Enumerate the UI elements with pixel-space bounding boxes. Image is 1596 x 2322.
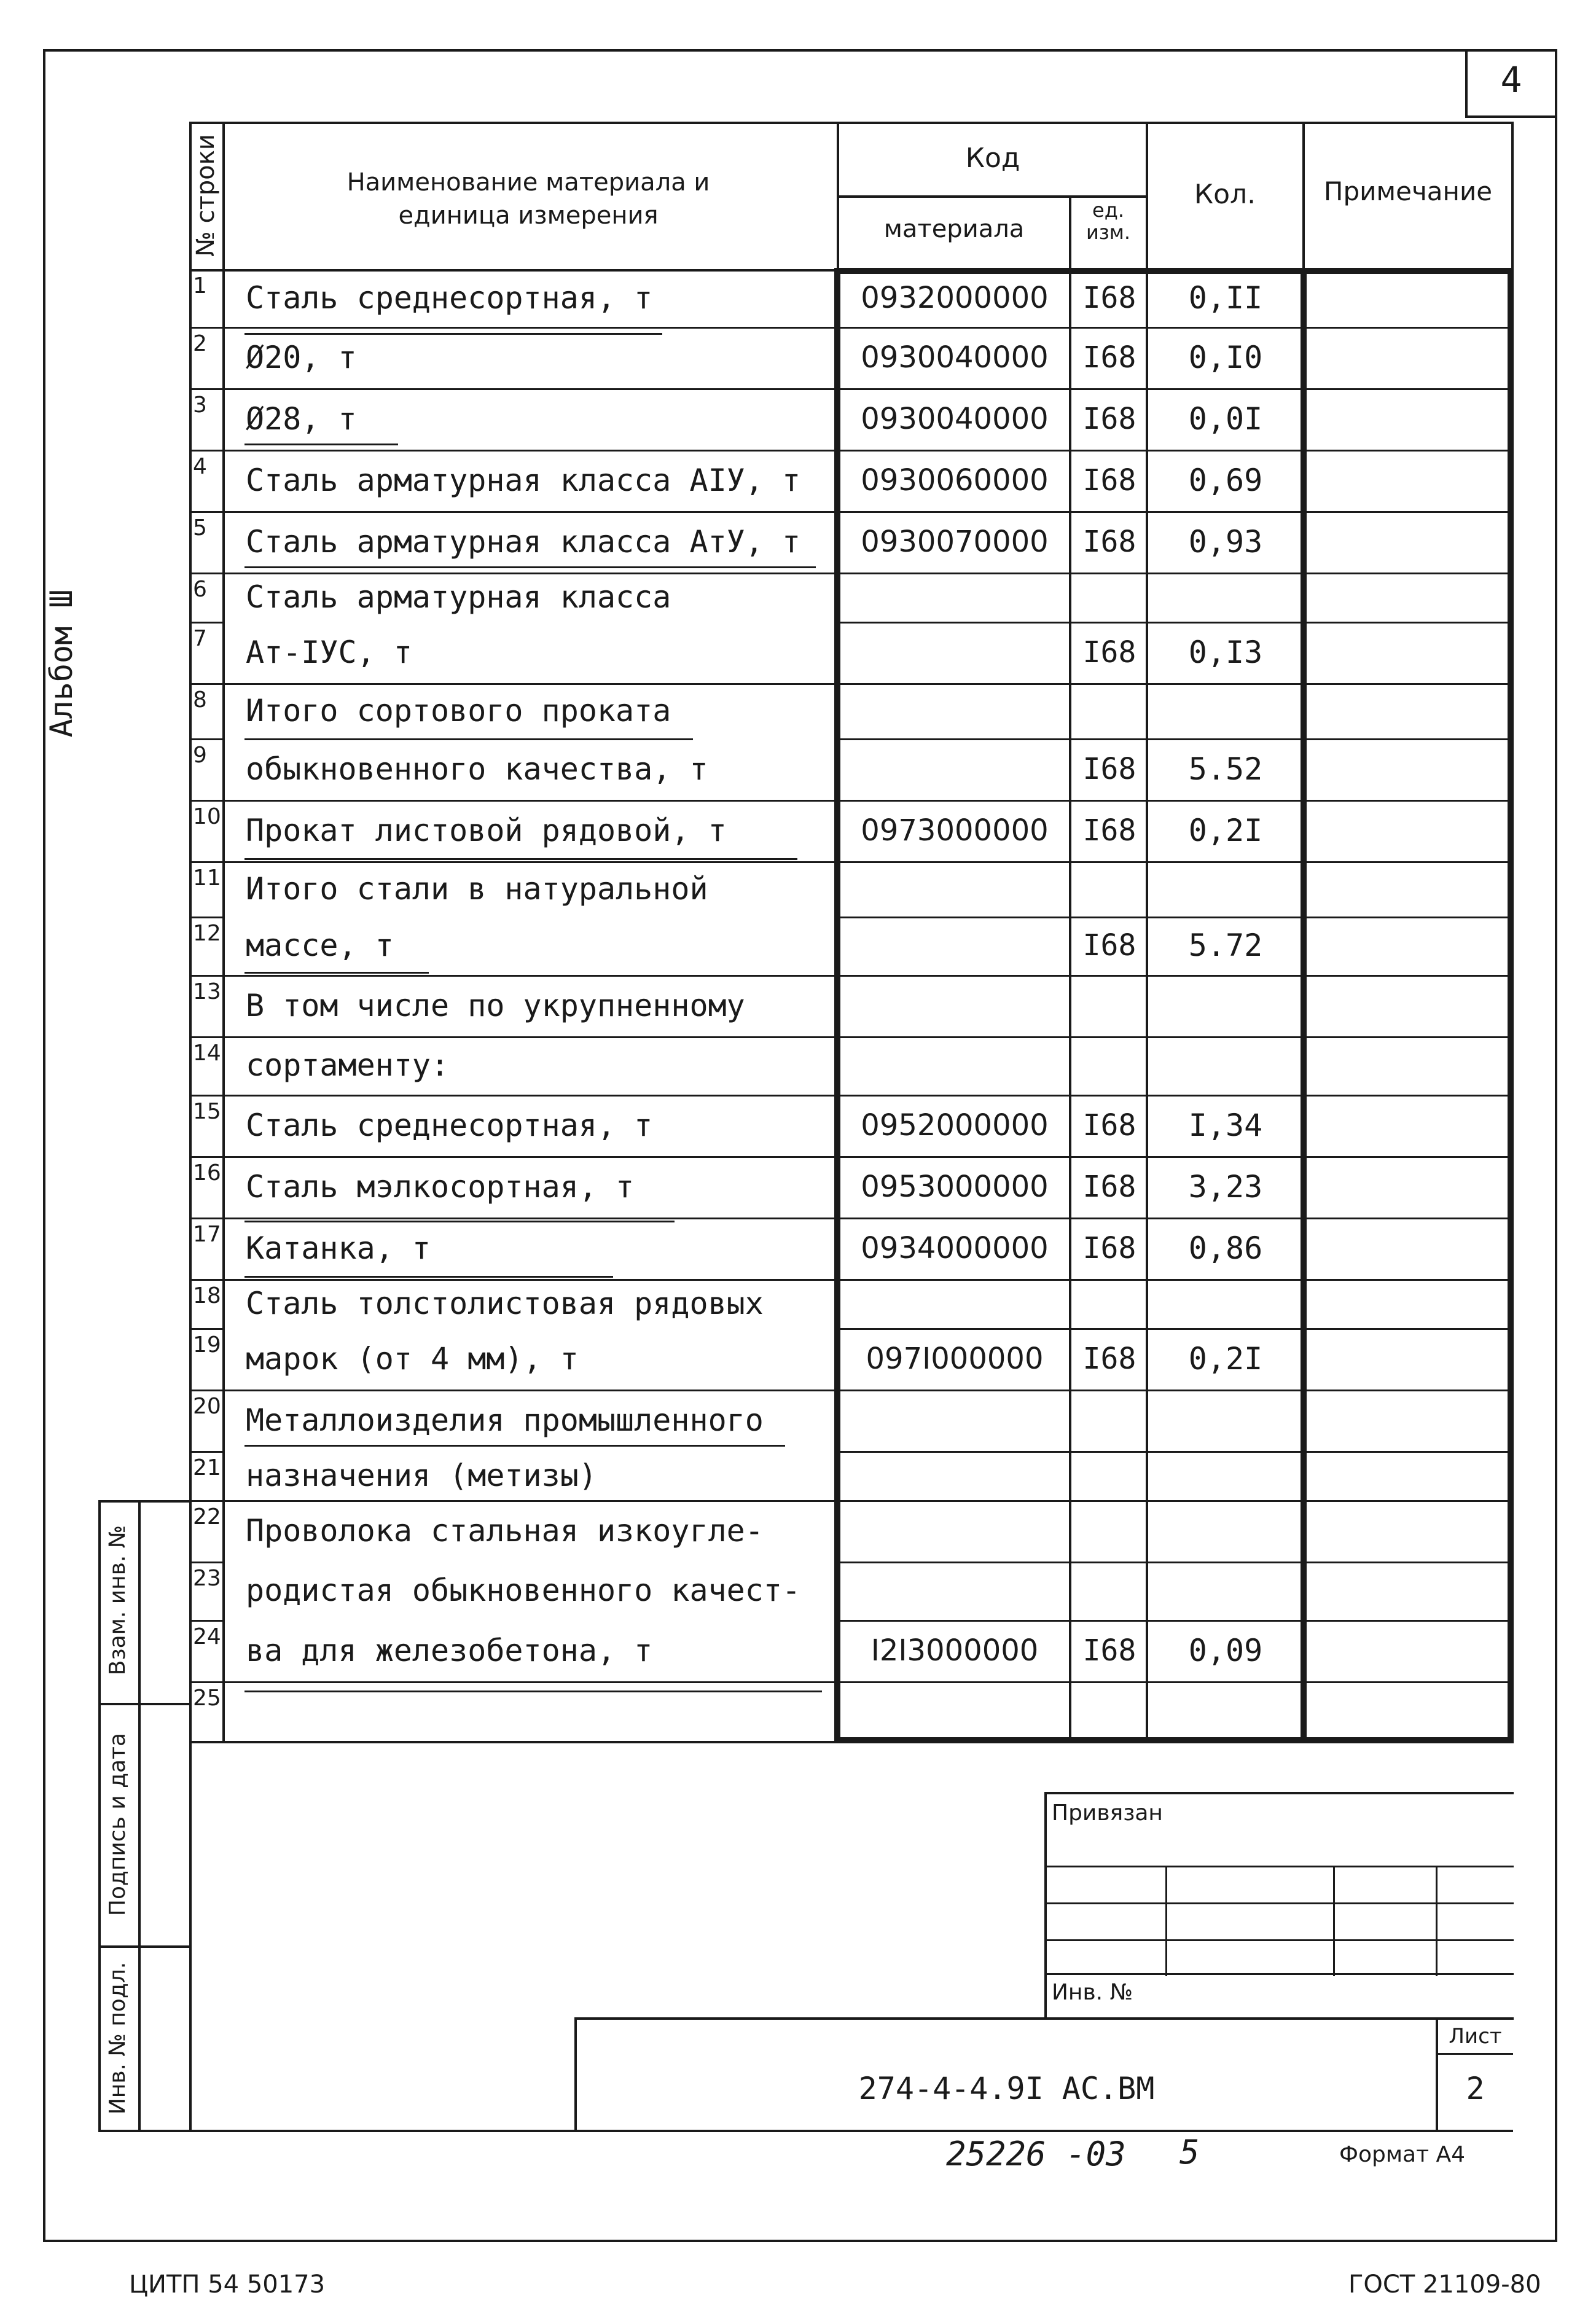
- quantity: [1152, 1390, 1299, 1451]
- material-code: 0930040000: [861, 402, 1049, 436]
- quantity: [1152, 573, 1299, 622]
- quantity: 0,93: [1188, 524, 1263, 560]
- note: [1307, 1328, 1504, 1390]
- row-number: 6: [193, 577, 207, 602]
- row-number: 25: [193, 1686, 221, 1711]
- unit-code: I68: [1082, 281, 1136, 315]
- quantity: 0,2I: [1188, 1341, 1263, 1377]
- note: [1307, 573, 1504, 622]
- material-name: Ø28, т: [246, 401, 357, 437]
- quantity: 0,86: [1188, 1230, 1263, 1266]
- format-label: Формат А4: [1339, 2142, 1466, 2167]
- footer-left: ЦИТП 54 50173: [129, 2270, 326, 2299]
- row-number: 12: [193, 921, 221, 946]
- note: [1307, 1095, 1504, 1156]
- note: [1307, 1156, 1504, 1218]
- material-code: [842, 1451, 1068, 1500]
- handwritten-number: 25226 -03: [946, 2135, 1126, 2173]
- material-code: 0953000000: [861, 1170, 1049, 1204]
- header-row-number: № строки: [192, 134, 220, 257]
- quantity: 5.52: [1188, 751, 1263, 787]
- row-number: 19: [193, 1332, 221, 1358]
- unit-code: [1075, 1036, 1144, 1095]
- note: [1307, 1036, 1504, 1095]
- material-name: Итого стали в натуральной: [246, 871, 708, 907]
- note: [1307, 1218, 1504, 1279]
- row-number: 23: [193, 1566, 221, 1591]
- unit-code: I68: [1082, 463, 1136, 498]
- material-name: Металлоизделия промышленного: [246, 1402, 764, 1438]
- row-number: 13: [193, 979, 221, 1004]
- unit-code: I68: [1082, 1342, 1136, 1376]
- document-code: 274-4-4.9I АС.ВМ: [858, 2071, 1155, 2106]
- row-number: 3: [193, 393, 207, 418]
- material-name: Сталь среднесортная, т: [246, 1108, 653, 1143]
- unit-code: [1075, 861, 1144, 917]
- note: [1307, 622, 1504, 683]
- corner-box-divider: [1465, 49, 1468, 117]
- note: [1307, 388, 1504, 450]
- material-code: 0934000000: [861, 1231, 1049, 1265]
- unit-code: I68: [1082, 1633, 1136, 1668]
- side-stamp-vzam: Взам. инв. №: [105, 1525, 130, 1676]
- material-name: Сталь среднесортная, т: [246, 280, 653, 316]
- row-number: 20: [193, 1394, 221, 1419]
- unit-code: I68: [1082, 752, 1136, 786]
- material-name: Сталь толстолистовая рядовых: [246, 1286, 764, 1321]
- unit-code: [1075, 573, 1144, 622]
- unit-code: I68: [1082, 1231, 1136, 1265]
- quantity: [1152, 1036, 1299, 1095]
- quantity: 0,I0: [1188, 340, 1263, 375]
- quantity: [1152, 1500, 1299, 1562]
- note: [1307, 738, 1504, 800]
- row-number: 4: [193, 454, 207, 479]
- material-code: [842, 861, 1068, 917]
- row-number: 5: [193, 515, 207, 541]
- quantity: [1152, 1562, 1299, 1620]
- quantity: [1152, 683, 1299, 738]
- note: [1307, 1500, 1504, 1562]
- note: [1307, 975, 1504, 1036]
- material-code: 0973000000: [861, 813, 1049, 848]
- row-number: 18: [193, 1283, 221, 1308]
- material-code: 0930070000: [861, 525, 1049, 559]
- unit-code: [1075, 975, 1144, 1036]
- note: [1307, 450, 1504, 511]
- footer-right: ГОСТ 21109-80: [1348, 2270, 1541, 2299]
- quantity: 0,0I: [1188, 401, 1263, 437]
- material-name: Сталь арматурная класса АIУ, т: [246, 463, 801, 498]
- inv-no-label: Инв. №: [1052, 1980, 1133, 2005]
- quantity: 5.72: [1188, 928, 1263, 963]
- row-number: 21: [193, 1455, 221, 1480]
- material-name: Катанка, т: [246, 1230, 431, 1266]
- unit-code: [1075, 1451, 1144, 1500]
- row-number: 7: [193, 626, 207, 651]
- header-qty: Кол.: [1194, 179, 1256, 210]
- material-name: сортаменту:: [246, 1047, 450, 1083]
- quantity: [1152, 1279, 1299, 1328]
- material-code: [842, 975, 1068, 1036]
- row-number: 15: [193, 1099, 221, 1124]
- unit-code: [1075, 1681, 1144, 1741]
- material-name: [246, 1681, 835, 1741]
- unit-code: I68: [1082, 525, 1136, 559]
- side-stamp-podpis: Подпись и дата: [105, 1732, 130, 1917]
- material-name: ва для железобетона, т: [246, 1633, 653, 1668]
- unit-code: I68: [1082, 1170, 1136, 1204]
- row-number: 24: [193, 1624, 221, 1649]
- material-name: Сталь арматурная класса: [246, 579, 671, 615]
- quantity: 3,23: [1188, 1169, 1263, 1205]
- note: [1307, 683, 1504, 738]
- note: [1307, 1279, 1504, 1328]
- header-code-material: материала: [883, 215, 1025, 243]
- note: [1307, 1681, 1504, 1741]
- material-code: 0930060000: [861, 463, 1049, 498]
- header-name: Наименование материала и единица измерения: [346, 168, 710, 230]
- note: [1307, 1620, 1504, 1681]
- note: [1307, 800, 1504, 861]
- quantity: 0,II: [1188, 280, 1263, 316]
- material-code: [842, 573, 1068, 622]
- material-name: Ат-IУС, т: [246, 635, 412, 670]
- material-name: Сталь арматурная класса АтУ, т: [246, 524, 801, 560]
- corner-number: 4: [1500, 59, 1522, 101]
- row-number: 16: [193, 1160, 221, 1186]
- privyazan-label: Привязан: [1052, 1800, 1163, 1826]
- unit-code: I68: [1082, 402, 1136, 436]
- note: [1307, 269, 1504, 327]
- material-code: [842, 738, 1068, 800]
- unit-code: [1075, 683, 1144, 738]
- material-code: 0952000000: [861, 1108, 1049, 1143]
- header-code-group: Код: [965, 143, 1020, 174]
- note: [1307, 861, 1504, 917]
- material-code: [842, 1500, 1068, 1562]
- material-name: В том числе по укрупненному: [246, 988, 745, 1023]
- material-code: [842, 683, 1068, 738]
- side-stamp-inv-podl: Инв. № подл.: [105, 1961, 130, 2115]
- quantity: 0,2I: [1188, 813, 1263, 848]
- quantity: [1152, 1681, 1299, 1741]
- unit-code: [1075, 1500, 1144, 1562]
- quantity: 0,09: [1188, 1633, 1263, 1668]
- material-name: Итого сортового проката: [246, 693, 671, 729]
- material-name: массе, т: [246, 928, 394, 963]
- row-number: 2: [193, 331, 207, 356]
- material-code: [842, 1562, 1068, 1620]
- list-label: Лист: [1449, 2024, 1502, 2049]
- material-code: [842, 622, 1068, 683]
- quantity: 0,I3: [1188, 635, 1263, 670]
- list-value: 2: [1466, 2071, 1485, 2106]
- row-number: 14: [193, 1041, 221, 1066]
- row-number: 1: [193, 273, 207, 299]
- note: [1307, 511, 1504, 573]
- note: [1307, 1562, 1504, 1620]
- material-name: марок (от 4 мм), т: [246, 1341, 579, 1377]
- material-code: I2I3000000: [870, 1633, 1039, 1668]
- material-code: [842, 917, 1068, 975]
- quantity: [1152, 1451, 1299, 1500]
- unit-code: I68: [1082, 1108, 1136, 1143]
- material-name: Проволока стальная изкоугле-: [246, 1513, 764, 1549]
- material-code: 097I000000: [866, 1342, 1044, 1376]
- album-label: Альбом Ш: [44, 589, 79, 738]
- quantity: 0,69: [1188, 463, 1263, 498]
- note: [1307, 1390, 1504, 1451]
- unit-code: [1075, 1562, 1144, 1620]
- row-number: 22: [193, 1504, 221, 1530]
- note: [1307, 917, 1504, 975]
- row-number: 17: [193, 1222, 221, 1247]
- quantity: [1152, 975, 1299, 1036]
- material-code: [842, 1279, 1068, 1328]
- material-name: назначения (метизы): [246, 1458, 597, 1493]
- material-code: [842, 1036, 1068, 1095]
- unit-code: I68: [1082, 928, 1136, 963]
- header-note: Примечание: [1323, 176, 1493, 206]
- row-number: 11: [193, 866, 221, 891]
- material-name: обыкновенного качества, т: [246, 751, 708, 787]
- row-number: 8: [193, 687, 207, 713]
- material-name: родистая обыкновенного качест-: [246, 1573, 801, 1608]
- quantity: [1152, 861, 1299, 917]
- material-name: Сталь мэлкосортная, т: [246, 1169, 635, 1205]
- header-code-unit: ед. изм.: [1086, 198, 1131, 244]
- unit-code: [1075, 1279, 1144, 1328]
- material-name: Прокат листовой рядовой, т: [246, 813, 727, 848]
- unit-code: I68: [1082, 340, 1136, 375]
- material-code: [842, 1681, 1068, 1741]
- unit-code: [1075, 1390, 1144, 1451]
- material-code: [842, 1390, 1068, 1451]
- material-code: 0930040000: [861, 340, 1049, 375]
- corner-box-bottom: [1465, 115, 1557, 118]
- material-code: 0932000000: [861, 281, 1049, 315]
- note: [1307, 1451, 1504, 1500]
- note: [1307, 327, 1504, 388]
- quantity: I,34: [1188, 1108, 1263, 1143]
- unit-code: I68: [1082, 635, 1136, 670]
- handwritten-digit: 5: [1179, 2133, 1200, 2172]
- row-number: 10: [193, 804, 221, 829]
- material-name: Ø20, т: [246, 340, 357, 375]
- row-number: 9: [193, 743, 207, 768]
- unit-code: I68: [1082, 813, 1136, 848]
